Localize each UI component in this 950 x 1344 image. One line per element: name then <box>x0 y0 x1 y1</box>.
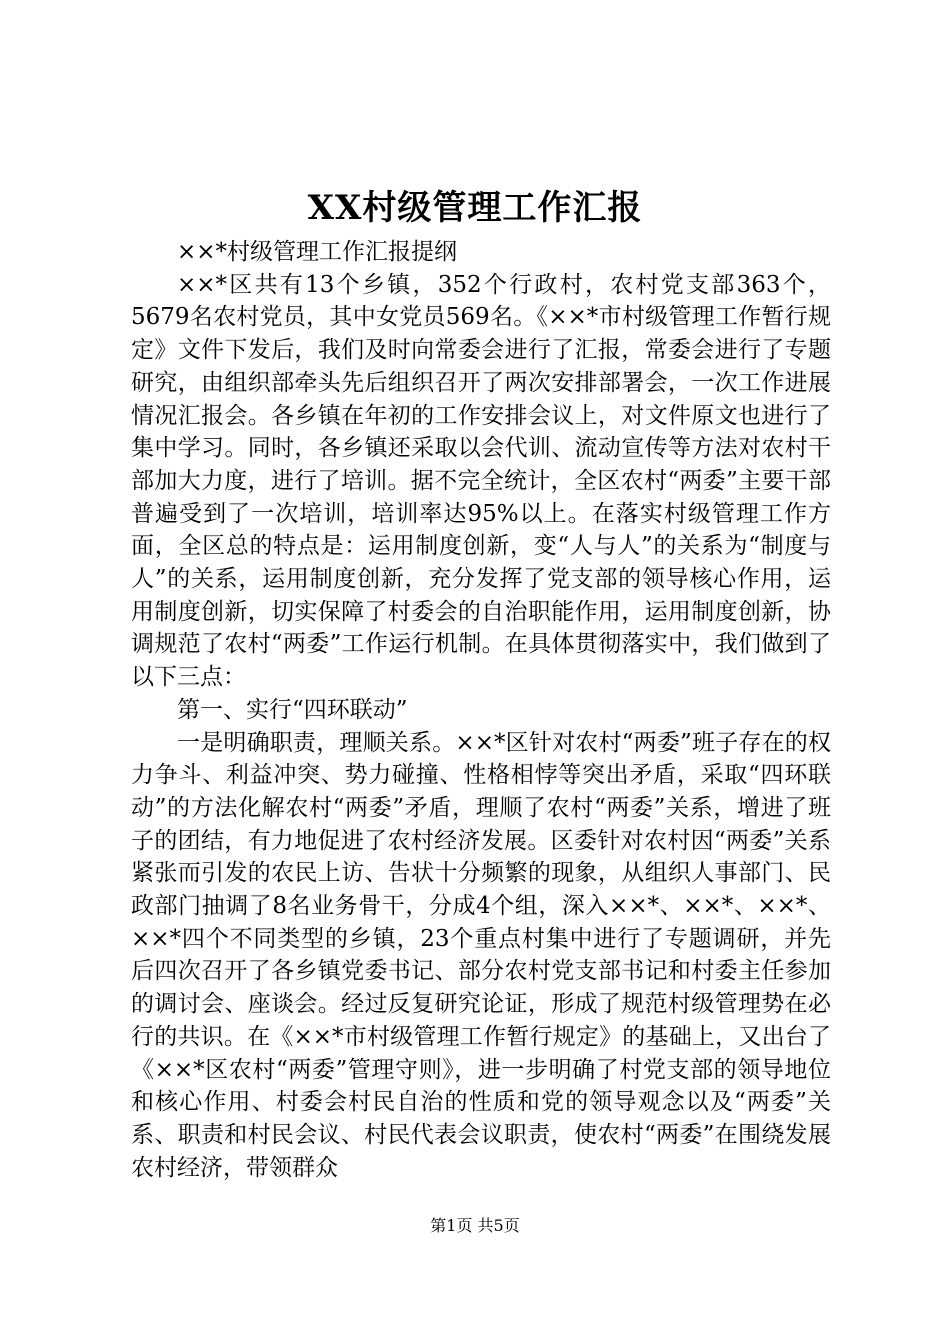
document-body <box>131 236 831 1184</box>
document-title: XX村级管理工作汇报 <box>307 188 643 228</box>
paragraph-outline-heading: ××*村级管理工作汇报提纲 <box>177 239 458 265</box>
paragraph-section-heading: 第一、实行“四环联动” <box>177 696 408 723</box>
paragraph-overview: ××*区共有13个乡镇，352个行政村，农村党支部363个，5679名农村党员，其中女党员569名。《××*市村级管理工作暂行规定》文件下发后，我们及时向常委会进行了汇报，常委会进行了专题研究，由组织部牵头先后组织召开了两次安排部署会，一次工作进展情况汇报会。各乡镇在年初的工作安排会议上，对文件原文也进行了集中学习。同时，各乡镇还采取以会代训、流动宣传等方法对农村干部加大力度，进行了培训。据不完全统计，全区农村“两委”主要干部普遍受到了一次培训，培训率达95%以上。在落实村级管理工作方面，全区总的特点是：运用制度创新，变“人与人”的关系为“制度与人”的关系，运用制度创新，充分发挥了党支部的领导核心作用，运用制度创新，切实保障了村委会的自治职能作用，运用制度创新，协调规范了农村“两委”工作运行机制。在具体贯彻落实中，我们做到了以下三点： <box>131 271 831 691</box>
paragraph-responsibilities: 一是明确职责，理顺关系。××*区针对农村“两委”班子存在的权力争斗、利益冲突、势力碰撞、性格相悖等突出矛盾，采取“四环联动”的方法化解农村“两委”矛盾，理顺了农村“两委”关系，增进了班子的团结，有力地促进了农村经济发展。区委针对农村因“两委”关系紧张而引发的农民上访、告状十分频繁的现象，从组织人事部门、民政部门抽调了8名业务骨干，分成4个组，深入××*、××*、××*、××*四个不同类型的乡镇，23个重点村集中进行了专题调研，并先后四次召开了各乡镇党委书记、部分农村党支部书记和村委主任参加的调讨会、座谈会。经过反复研究论证，形成了规范村级管理势在必行的共识。在《××*市村级管理工作暂行规定》的基础上，又出台了《××*区农村“两委”管理守则》，进一步明确了村党支部的领导地位和核心作用、村委会村民自治的性质和党的领导观念以及“两委”关系、职责和村民会议、村民代表会议职责，使农村“两委”在围绕发展农村经济，带领群众 <box>131 729 831 1181</box>
page-footer: 第1页 共5页 <box>430 1216 520 1235</box>
